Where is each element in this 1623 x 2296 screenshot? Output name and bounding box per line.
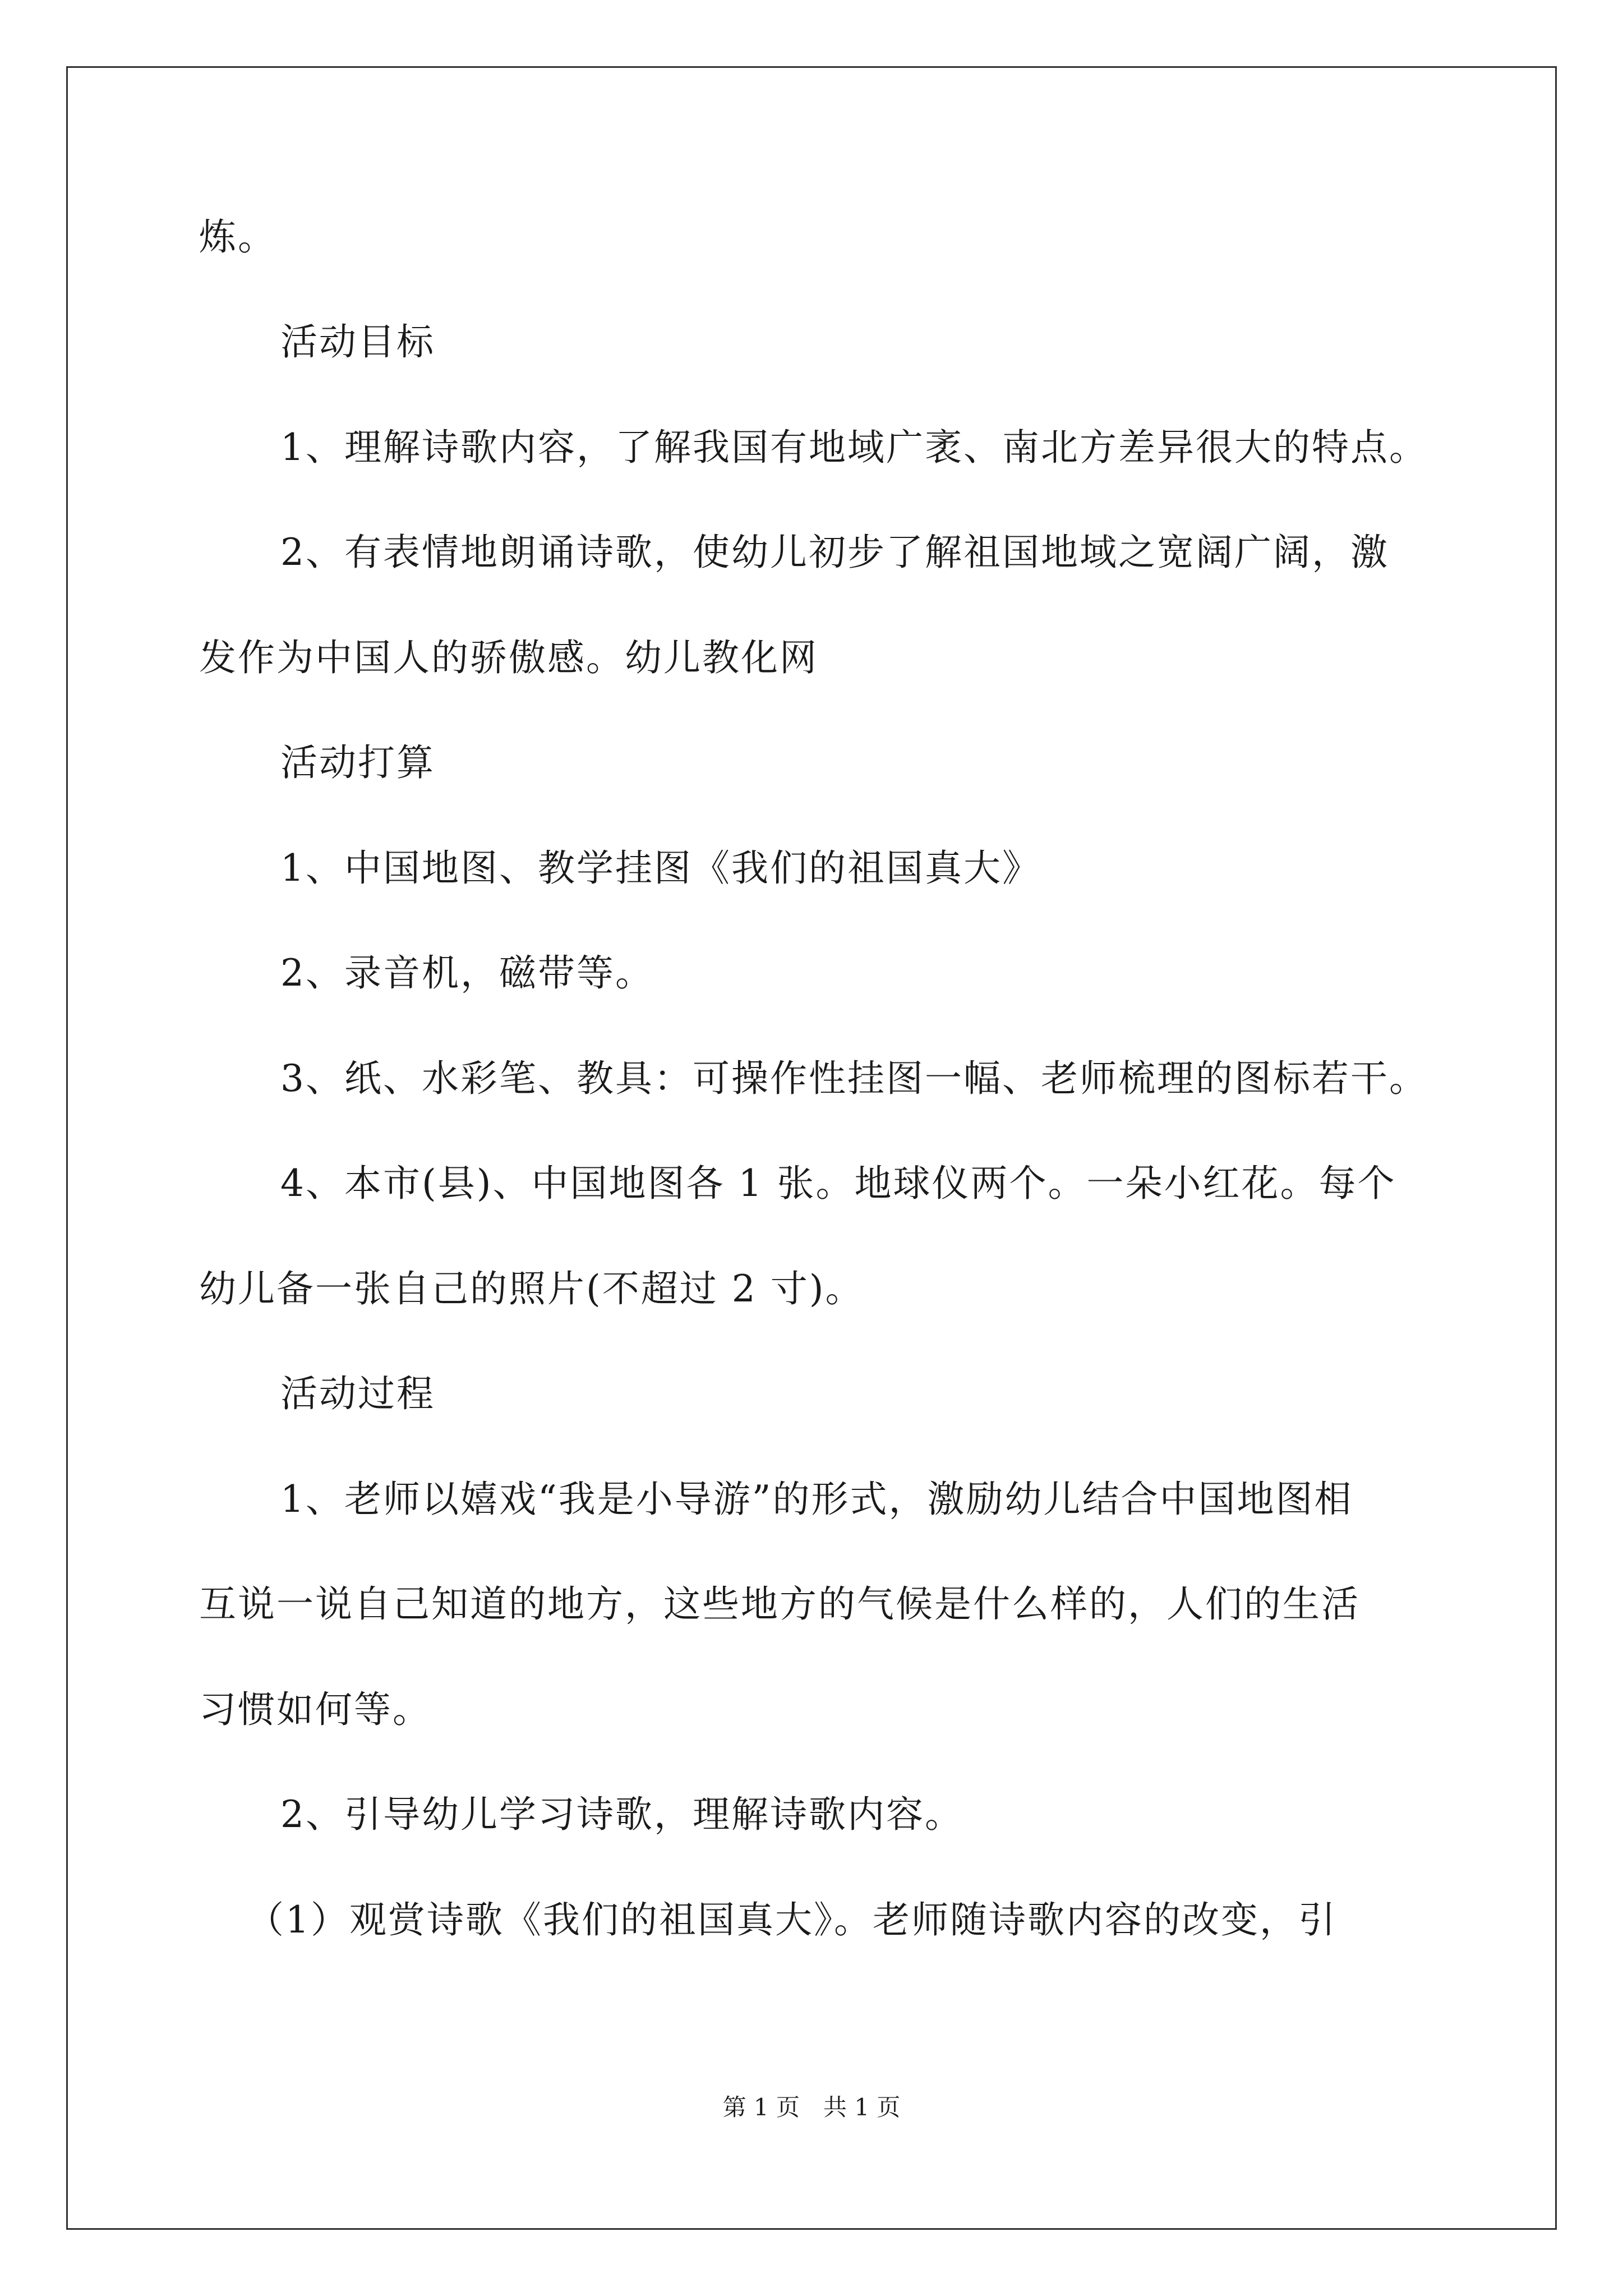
text-line: 2、录音机，磁带等。 <box>280 951 654 995</box>
text-line: （1）观赏诗歌《我们的祖国真大》。老师随诗歌内容的改变，引 <box>247 1898 1337 1941</box>
text-line: 2、引导幼儿学习诗歌，理解诗歌内容。 <box>280 1793 963 1836</box>
text-line: 幼儿备一张自己的照片(不超过 2 寸)。 <box>199 1267 864 1310</box>
text-line: 习惯如何等。 <box>199 1688 431 1731</box>
page-number-footer: 第 1 页 共 1 页 <box>722 2093 901 2121</box>
text-line: 1、老师以嬉戏“我是小导游”的形式，激励幼儿结合中国地图相 <box>280 1478 1353 1521</box>
text-line: 发作为中国人的骄傲感。幼儿教化网 <box>199 636 818 679</box>
section-heading: 活动目标 <box>280 320 435 364</box>
text-line: 1、理解诗歌内容，了解我国有地域广袤、南北方差异很大的特点。 <box>280 426 1428 469</box>
text-line: 炼。 <box>199 215 276 259</box>
section-heading: 活动过程 <box>280 1372 435 1415</box>
text-line: 互说一说自己知道的地方，这些地方的气候是什么样的，人们的生活 <box>199 1582 1360 1626</box>
text-line: 1、中国地图、教学挂图《我们的祖国真大》 <box>280 846 1041 890</box>
text-line: 2、有表情地朗诵诗歌，使幼儿初步了解祖国地域之宽阔广阔，激 <box>280 531 1389 574</box>
text-line: 3、纸、水彩笔、教具：可操作性挂图一幅、老师梳理的图标若干。 <box>280 1057 1428 1100</box>
section-heading: 活动打算 <box>280 741 435 784</box>
text-line: 4、本市(县)、中国地图各 1 张。地球仪两个。一朵小红花。每个 <box>280 1162 1396 1205</box>
